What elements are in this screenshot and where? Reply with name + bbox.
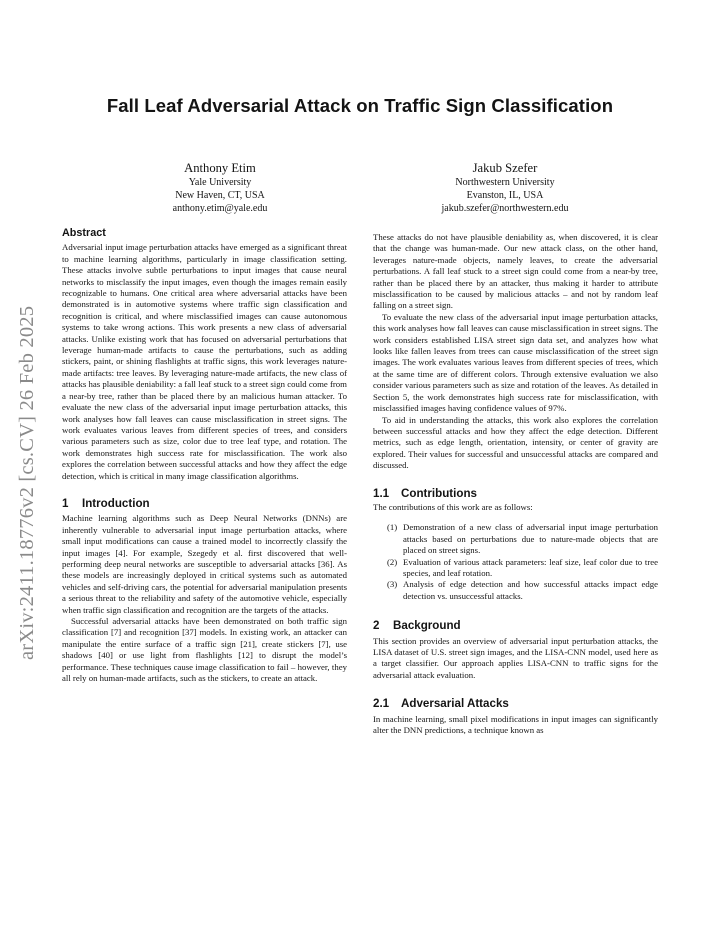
list-item [373,522,658,556]
list-item-text: Evaluation of various attack parameters: leaf size, leaf color due to tree species, and leaf rotation. [403,556,658,578]
author-affiliation: Northwestern University [455,177,555,188]
section-number: 1.1 [373,486,390,500]
section-number: 2 [373,619,380,633]
contributions-list [373,522,658,602]
background-text: This section provides an overview of adversarial input perturbation attacks, the LISA dataset of U.S. street sign images, and the LISA-CNN model, used here as a target classifier. Our approach applies LISA-CNN to traffic signs for the adversarial attack evaluation. [373,635,658,680]
intro-paragraph-2: Successful adversarial attacks have been demonstrated on both traffic sign classification [7] and recognition [37] models. In existing work, an attacker can manipulate the entire surface of a traffic sign [21], create stickers [7], use shadows [40] or use light from flashlights [12] to disrupt the model’s performance. These techniques cause image classification to fail – however, they all rely on human-made artifacts, such as the stickers, to create an attack. [62,616,347,684]
author-name: Jakub Szefer [472,161,538,175]
abstract-heading: Abstract [62,227,106,239]
list-marker: (2) [387,556,398,567]
list-marker: (1) [387,522,398,533]
section-title: Introduction [82,496,150,510]
paper-title: Fall Leaf Adversarial Attack on Traffic Sign Classification [106,95,614,116]
author-block-2 [405,160,605,215]
right-column [373,232,658,736]
body-paragraph-1: These attacks do not have plausible deniability as, when discovered, it is clear that the change was human-made. Our new attack class, on the other hand, leverages nature-made objects, namely leaves, to create the adversarial perturbations. A fall leaf stuck to a street sign could come from a near-by tree, rather than be placed there by an attacker, thus making it harder to attribute misclassification to be caused by malicious attacks – and not by random leaf falling on a street sign. [373,232,658,311]
adversarial-attacks-text: In machine learning, small pixel modifications in input images can significantly alter the DNN predictions, a technique known as [373,713,658,736]
author-location: Evanston, IL, USA [466,190,544,201]
author-name: Anthony Etim [184,161,256,175]
left-column [62,228,347,684]
section-heading-contributions [373,488,658,499]
arxiv-identifier: arXiv:2411.18776v2 [cs.CV] 26 Feb 2025 [16,305,38,660]
list-item [373,579,658,602]
contributions-intro: The contributions of this work are as follows: [373,501,533,512]
author-location: New Haven, CT, USA [175,190,265,201]
intro-paragraph-1: Machine learning algorithms such as Deep Neural Networks (DNNs) are inherently vulnerable to adversarial input image perturbation attacks, where small input modifications can cause a trained model to incorrectly classify the input images [4]. For example, Szegedy et al. first discovered that well-performing deep neural networks are susceptible to adversarial attacks [36]. As these models are increasingly deployed in critical systems such as automated vehicles and self-driving cars, the potential for adversarial manipulation presents a serious threat to the reliability and safety of the automotive vehicle, especially when traffic sign classification and recognition are the targets of the attacks. [62,513,347,615]
section-title: Background [393,619,461,633]
section-title: Adversarial Attacks [401,697,509,711]
section-number: 2.1 [373,697,390,711]
section-heading-introduction [62,498,347,509]
abstract-text: Adversarial input image perturbation attacks have emerged as a significant threat to machine learning algorithms, particularly in image classification setting. These attacks involve subtle perturbations to input images that cause neural networks to misclassify the input images, even though the images remain easily recognizable to humans. One critical area where adversarial attacks have been demonstrated is in automotive systems where traffic sign classification and recognition is critical, and where misclassified images can cause autonomous systems to take wrong actions. This work presents a new class of adversarial attacks. Unlike existing work that has focused on adversarial perturbations that leverage human-made artifacts to cause the perturbations, such as adding stickers, paint, or shining flashlights at traffic signs, this work leverages nature-made artifacts: tree leaves. By leveraging nature-made artifacts, the new class of attacks has plausible deniability: a fall leaf stuck to a street sign could come from a near-by tree, rather than be placed there by an malicious human attacker. To evaluate the new class of the adversarial input image perturbation attacks, this work analyses how fall leaves can cause misclassification in street signs. The work evaluates various leaves from different species of trees, and considers various parameters such as size, color due to tree leaf type, and rotation. The work demonstrates high success rate for misclassification. The work also explores the correlation between successful attacks and how they affect the edge detection, which is critical in many image classification algorithms. [62,242,347,481]
list-item-text: Analysis of edge detection and how successful attacks impact edge detection vs. unsuccessful attacks. [403,579,658,601]
section-heading-background [373,620,658,631]
section-number: 1 [62,496,69,510]
body-paragraph-2: To evaluate the new class of the adversarial input image perturbation attacks, this work analyses how fall leaves can cause misclassification in street signs. The work considers established LISA street sign data set, and analyzes how what looks like fallen leaves from trees can cause misclassification of the street sign images. The work evaluates various leaves from different species of trees, which at the same time are of different colors. Through extensive evaluation we also consider various parameters such as size and rotation of the leaves. As detailed in Section 5, the work demonstrates high success rate for misclassification, with misclassified images having confidence values of 97%. [373,311,658,414]
list-item-text: Demonstration of a new class of adversarial input image perturbation attacks based on perturbations due to nature-made objects that are placed on street signs. [403,522,658,556]
section-title: Contributions [401,486,477,500]
list-item [373,557,658,580]
list-marker: (3) [387,579,398,590]
body-paragraph-3: To aid in understanding the attacks, this work also explores the correlation between successful attacks and how they affect the edge detection. Different metrics, such as edge length, orientation, intensity, or center of gravity are explored. Their values for successful and unsuccessful attacks are compared and discussed. [373,414,658,471]
author-affiliation: Yale University [188,177,252,188]
author-email: jakub.szefer@northwestern.edu [441,203,569,214]
author-email: anthony.etim@yale.edu [172,203,268,214]
section-heading-adversarial-attacks [373,698,658,709]
author-block-1 [120,160,320,215]
